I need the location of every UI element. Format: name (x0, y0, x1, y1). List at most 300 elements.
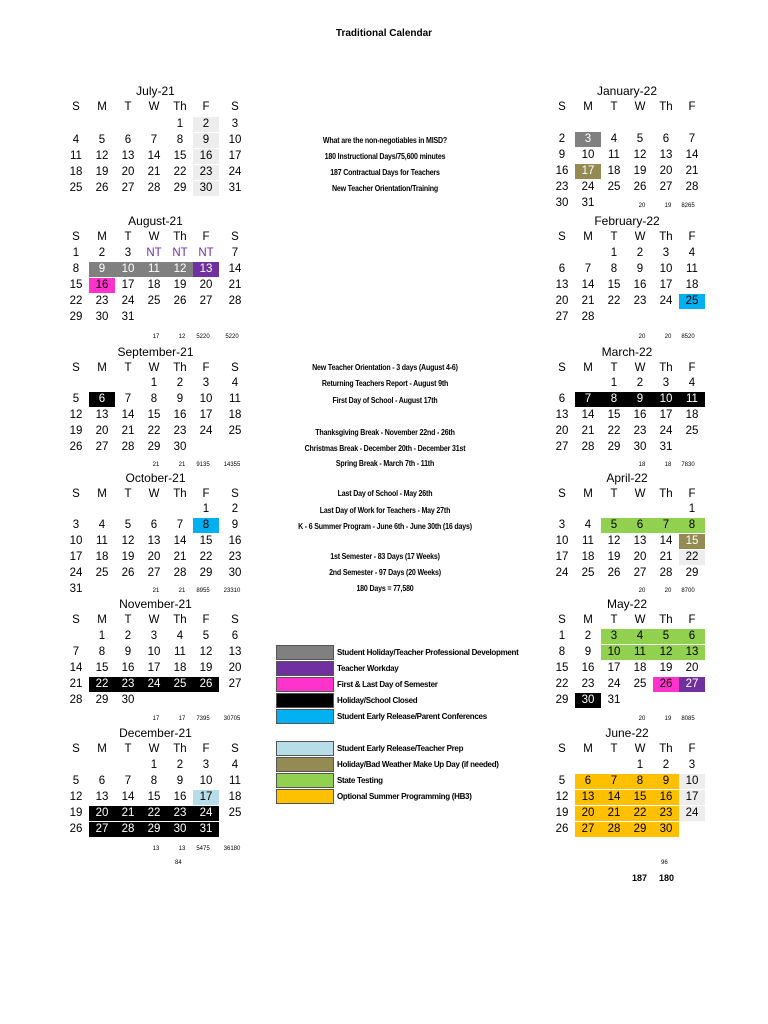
day-cell: 30 (167, 822, 193, 837)
day-cell: 10 (659, 263, 673, 275)
legend-label: Teacher Workday (337, 664, 399, 673)
weekday-header: M (583, 743, 593, 755)
weekday-header: T (124, 231, 132, 243)
note-line (46, 567, 722, 579)
day-cell: 11 (582, 535, 594, 547)
day-cell: 22 (607, 425, 621, 437)
day-cell: 3 (202, 759, 210, 771)
day-cell: 27 (199, 295, 213, 307)
weekday-header: Th (173, 743, 187, 755)
day-cell: 26 (555, 823, 569, 835)
weekday-header: M (97, 743, 107, 755)
note-text: New Teacher Orientation/Training (331, 184, 439, 193)
day-cell: 4 (688, 377, 696, 389)
day-cell: 16 (581, 662, 595, 674)
day-cell: 18 (69, 166, 83, 178)
day-cell: 30 (555, 197, 569, 209)
day-cell: 18 (581, 551, 595, 563)
weekday-header: T (610, 101, 618, 113)
day-cell: 19 (95, 166, 109, 178)
weekday-header: S (558, 743, 566, 755)
note-text: 180 Days = 77,580 (356, 584, 414, 593)
note-text: K - 6 Summer Program - June 6th - June 30th (16 days) (298, 522, 472, 531)
day-cell: 24 (193, 806, 219, 821)
day-cell: 1 (176, 118, 184, 130)
day-cell: 27 (147, 567, 161, 579)
day-cell: 30 (95, 311, 109, 323)
day-cell: 24 (679, 806, 705, 821)
month-summary-value: 12 (178, 334, 186, 340)
weekday-header: W (148, 743, 160, 755)
month-summary-value: 5220 (196, 334, 210, 340)
month-summary-value: 30705 (223, 716, 241, 722)
day-cell: 1 (98, 630, 106, 642)
day-cell: 8 (610, 263, 618, 275)
legend-swatch (276, 741, 334, 756)
day-cell: 24 (199, 425, 213, 437)
weekday-header: T (610, 231, 618, 243)
weekday-header: W (148, 488, 160, 500)
day-cell: 10 (601, 645, 627, 660)
day-cell: 22 (147, 425, 161, 437)
day-cell: 15 (555, 662, 569, 674)
legend-label: Student Holiday/Teacher Professional Development (337, 648, 519, 657)
day-cell: 22 (555, 678, 569, 690)
day-cell: 21 (121, 425, 135, 437)
right-total-days: 96 (661, 860, 668, 866)
day-cell: 8 (601, 392, 627, 407)
day-cell: 31 (581, 197, 595, 209)
day-cell: 3 (575, 132, 601, 147)
day-cell: 24 (141, 677, 167, 692)
day-cell: 1 (202, 503, 210, 515)
day-cell: 1 (688, 503, 696, 515)
day-cell: 26 (607, 567, 621, 579)
day-cell: 6 (558, 393, 566, 405)
weekday-header: Th (659, 614, 673, 626)
weekday-header: S (72, 231, 80, 243)
left-total-days: 84 (175, 860, 182, 866)
month-title: January-22 (596, 84, 658, 98)
day-cell: 11 (679, 392, 705, 407)
day-cell: 22 (607, 295, 621, 307)
day-cell: 21 (147, 166, 161, 178)
day-cell: 22 (141, 806, 167, 821)
day-cell: 31 (193, 822, 219, 837)
day-cell: 21 (115, 806, 141, 821)
day-cell: 17 (679, 790, 705, 805)
day-cell: 19 (69, 425, 83, 437)
day-cell: 31 (121, 311, 135, 323)
weekday-header: Th (659, 743, 673, 755)
day-cell: 10 (555, 535, 569, 547)
day-cell: 17 (193, 790, 219, 805)
day-cell: 26 (193, 677, 219, 692)
day-cell: 24 (69, 567, 83, 579)
day-cell: 7 (601, 774, 627, 789)
day-cell: 6 (89, 392, 115, 407)
day-cell: 20 (685, 662, 699, 674)
day-cell: 16 (173, 409, 187, 421)
month-title: September-21 (117, 345, 194, 359)
day-cell: 5 (636, 133, 644, 145)
weekday-header: Th (659, 231, 673, 243)
note-text: Christmas Break - December 20th - December 31st (304, 444, 466, 453)
month-summary-value: 8700 (681, 588, 695, 594)
day-cell: 13 (679, 645, 705, 660)
day-cell: 15 (147, 409, 161, 421)
day-cell: 9 (176, 775, 184, 787)
day-cell: 6 (98, 775, 106, 787)
weekday-header: F (688, 231, 696, 243)
weekday-header: S (558, 488, 566, 500)
day-cell: 27 (95, 441, 109, 453)
day-cell: 25 (228, 807, 242, 819)
day-cell: 16 (653, 790, 679, 805)
day-cell: 1 (558, 630, 566, 642)
day-cell: 23 (193, 165, 219, 180)
day-cell: 19 (121, 551, 135, 563)
day-cell: 15 (607, 279, 621, 291)
day-cell: 9 (231, 519, 239, 531)
day-cell: 23 (633, 295, 647, 307)
day-cell: 25 (95, 567, 109, 579)
legend-label: Holiday/School Closed (337, 696, 418, 705)
day-cell: 8 (193, 518, 219, 533)
month-summary-value: 21 (178, 462, 186, 468)
note-text: Last Day of School - May 26th (337, 489, 433, 498)
day-cell: 4 (627, 629, 653, 644)
day-cell: 9 (558, 149, 566, 161)
day-cell: 10 (228, 134, 242, 146)
weekday-header: S (231, 231, 239, 243)
day-cell: 23 (173, 425, 187, 437)
day-cell: 19 (69, 807, 83, 819)
day-cell: 21 (228, 279, 242, 291)
day-cell: 21 (581, 295, 595, 307)
day-cell: 15 (627, 790, 653, 805)
day-cell: 18 (173, 662, 187, 674)
day-cell: 21 (659, 551, 673, 563)
weekday-header: F (202, 101, 210, 113)
day-cell: 18 (147, 279, 161, 291)
weekday-header: S (72, 488, 80, 500)
day-cell: 11 (96, 535, 108, 547)
day-cell: 25 (581, 567, 595, 579)
day-cell: 15 (607, 409, 621, 421)
day-cell: 2 (662, 759, 670, 771)
day-cell: 13 (95, 409, 109, 421)
day-cell: 7 (176, 519, 184, 531)
weekday-header: W (634, 101, 646, 113)
day-cell: 4 (176, 630, 184, 642)
day-cell: 23 (555, 181, 569, 193)
day-cell: 20 (147, 551, 161, 563)
day-cell: 4 (231, 759, 239, 771)
note-line (46, 521, 722, 533)
note-line (46, 505, 722, 517)
day-cell: 23 (228, 551, 242, 563)
weekday-header: T (610, 743, 618, 755)
day-cell: 28 (121, 441, 135, 453)
day-cell: 18 (685, 409, 699, 421)
note-line (46, 488, 722, 500)
day-cell: 4 (610, 133, 618, 145)
note-text: What are the non-negotiables in MISD? (322, 136, 448, 145)
day-cell: 1 (150, 759, 158, 771)
legend-swatch (276, 789, 334, 804)
weekday-header: W (634, 743, 646, 755)
month-summary-value: 17 (178, 716, 186, 722)
day-cell: 17 (607, 662, 621, 674)
day-cell: 2 (176, 377, 184, 389)
day-cell: 10 (147, 646, 161, 658)
day-cell: 7 (575, 392, 601, 407)
day-cell: 25 (685, 425, 699, 437)
day-cell: 24 (228, 166, 242, 178)
day-cell: 3 (558, 519, 566, 531)
day-cell: 9 (584, 646, 592, 658)
day-cell: 15 (147, 791, 161, 803)
month-summary-value: 9135 (196, 462, 210, 468)
month-summary-value: 19 (664, 203, 672, 209)
day-cell: 23 (167, 806, 193, 821)
note-line (46, 458, 722, 470)
total-instruction-days: 180 (659, 873, 675, 883)
day-cell: 4 (98, 519, 106, 531)
weekday-header: M (97, 101, 107, 113)
day-cell: 17 (555, 551, 569, 563)
day-cell: 21 (685, 165, 699, 177)
day-cell: 1 (610, 247, 618, 259)
month-title: April-22 (606, 471, 648, 485)
day-cell: 13 (555, 409, 569, 421)
day-cell: 25 (167, 677, 193, 692)
day-cell: 14 (69, 662, 83, 674)
day-cell: 25 (679, 294, 705, 309)
day-cell: 30 (121, 694, 135, 706)
day-cell: 25 (633, 678, 647, 690)
weekday-header: M (583, 362, 593, 374)
day-cell: 2 (176, 759, 184, 771)
day-cell: 4 (231, 377, 239, 389)
day-cell: 29 (555, 694, 569, 706)
day-cell: 9 (89, 262, 115, 277)
day-cell: 13 (659, 149, 673, 161)
weekday-header: F (202, 362, 210, 374)
day-cell: 16 (555, 165, 569, 177)
day-cell: 7 (688, 133, 696, 145)
day-cell: 21 (601, 806, 627, 821)
day-cell: 29 (607, 441, 621, 453)
note-text: 1st Semester - 83 Days (17 Weeks) (330, 552, 440, 561)
day-cell: 17 (199, 409, 213, 421)
day-cell: 11 (608, 149, 620, 161)
day-cell: 29 (685, 567, 699, 579)
weekday-header: M (583, 231, 593, 243)
day-cell: 12 (653, 645, 679, 660)
weekday-header: S (72, 743, 80, 755)
day-cell: 30 (633, 441, 647, 453)
day-cell: 8 (627, 774, 653, 789)
day-cell: 8 (150, 393, 158, 405)
legend-swatch (276, 709, 334, 724)
day-cell: 14 (581, 279, 595, 291)
day-cell: 6 (231, 630, 239, 642)
weekday-header: M (97, 488, 107, 500)
day-cell: 8 (558, 646, 566, 658)
day-cell: 20 (633, 551, 647, 563)
day-cell: 25 (228, 425, 242, 437)
day-cell: 14 (581, 409, 595, 421)
day-cell: 11 (229, 775, 241, 787)
day-cell: 14 (173, 535, 187, 547)
total-contract-days: 187 (632, 873, 648, 883)
month-summary-value: 18 (638, 462, 646, 468)
day-cell: 1 (72, 247, 80, 259)
weekday-header: Th (659, 488, 673, 500)
day-cell: 12 (633, 149, 647, 161)
month-summary-value: 21 (152, 588, 160, 594)
day-cell: 22 (89, 677, 115, 692)
weekday-header: T (610, 362, 618, 374)
day-cell: 16 (633, 409, 647, 421)
weekday-header: S (231, 101, 239, 113)
note-text: Spring Break - March 7th - 11th (335, 459, 435, 468)
day-cell: 27 (555, 441, 569, 453)
day-cell: 8 (150, 775, 158, 787)
day-cell: 13 (193, 262, 219, 277)
day-cell: 14 (659, 535, 673, 547)
note-text: Thanksgiving Break - November 22nd - 26th (315, 428, 455, 437)
day-cell: 12 (555, 791, 569, 803)
month-summary-value: 21 (152, 462, 160, 468)
note-line (46, 583, 722, 595)
day-cell: 14 (121, 791, 135, 803)
weekday-header: S (558, 614, 566, 626)
month-summary-value: 8085 (681, 716, 695, 722)
note-line (46, 135, 722, 147)
day-cell: 5 (202, 630, 210, 642)
weekday-header: Th (173, 231, 187, 243)
weekday-header: W (634, 488, 646, 500)
weekday-header: Th (173, 101, 187, 113)
weekday-header: W (634, 614, 646, 626)
day-cell: 26 (633, 181, 647, 193)
day-cell: 16 (173, 791, 187, 803)
day-cell: 12 (199, 646, 213, 658)
day-cell: 9 (176, 393, 184, 405)
day-cell: 12 (95, 150, 109, 162)
day-cell: 12 (121, 535, 135, 547)
day-cell: 19 (555, 807, 569, 819)
weekday-header: S (72, 101, 80, 113)
day-cell: 20 (659, 165, 673, 177)
day-cell: 12 (167, 262, 193, 277)
day-cell: 20 (95, 425, 109, 437)
day-cell: 7 (150, 134, 158, 146)
day-cell: 13 (633, 535, 647, 547)
day-cell: 24 (607, 678, 621, 690)
day-cell: 13 (228, 646, 242, 658)
day-cell: 11 (174, 646, 186, 658)
weekday-header: T (124, 362, 132, 374)
day-cell: 25 (69, 182, 83, 194)
note-line (46, 443, 722, 455)
day-cell: 9 (636, 263, 644, 275)
month-summary-value: 18 (664, 462, 672, 468)
day-cell: 18 (607, 165, 621, 177)
day-cell: 16 (89, 278, 115, 293)
day-cell: 30 (173, 441, 187, 453)
month-summary-value: 14355 (223, 462, 241, 468)
month-summary-value: 13 (178, 846, 186, 852)
month-summary-value: 8955 (196, 588, 210, 594)
day-cell: 5 (653, 629, 679, 644)
month-title: December-21 (119, 726, 192, 740)
day-cell: 13 (555, 279, 569, 291)
day-cell: 7 (231, 247, 239, 259)
day-cell: 26 (69, 823, 83, 835)
day-cell: 24 (659, 425, 673, 437)
weekday-header: W (148, 614, 160, 626)
day-cell: 2 (558, 133, 566, 145)
day-cell: 17 (121, 279, 135, 291)
day-cell: 9 (653, 774, 679, 789)
day-cell: 25 (147, 295, 161, 307)
day-cell: 30 (193, 181, 219, 196)
day-cell: 7 (72, 646, 80, 658)
day-cell: 29 (147, 441, 161, 453)
note-text: New Teacher Orientation - 3 days (August 4-6) (312, 363, 458, 372)
month-summary-value: 19 (664, 716, 672, 722)
day-cell: 22 (173, 166, 187, 178)
day-cell: 3 (202, 377, 210, 389)
day-cell: 22 (627, 806, 653, 821)
day-cell: 5 (124, 519, 132, 531)
day-cell: 2 (193, 117, 219, 132)
day-cell: 20 (228, 662, 242, 674)
day-cell: 13 (575, 790, 601, 805)
day-cell: 12 (69, 791, 83, 803)
day-cell: 23 (581, 678, 595, 690)
day-cell: 28 (659, 567, 673, 579)
day-cell: 27 (633, 567, 647, 579)
day-cell: 9 (193, 133, 219, 148)
day-cell: 14 (601, 790, 627, 805)
weekday-header: M (583, 614, 593, 626)
day-cell: 26 (69, 441, 83, 453)
day-cell: 4 (688, 247, 696, 259)
day-cell: 15 (679, 534, 705, 549)
month-summary-value: 20 (638, 716, 646, 722)
day-cell: 27 (89, 822, 115, 837)
day-cell: 18 (633, 662, 647, 674)
month-summary-value: 5220 (225, 334, 239, 340)
month-summary-value: 5475 (196, 846, 210, 852)
month-title: November-21 (119, 597, 192, 611)
day-cell: 27 (228, 678, 242, 690)
month-summary-value: 17 (152, 334, 160, 340)
day-cell: 31 (69, 583, 83, 595)
day-cell: 26 (173, 295, 187, 307)
day-cell: 5 (558, 775, 566, 787)
weekday-header: S (72, 614, 80, 626)
day-cell: 3 (688, 759, 696, 771)
day-cell: 5 (601, 518, 627, 533)
note-line (46, 167, 722, 179)
page-title: Traditional Calendar (335, 28, 433, 39)
